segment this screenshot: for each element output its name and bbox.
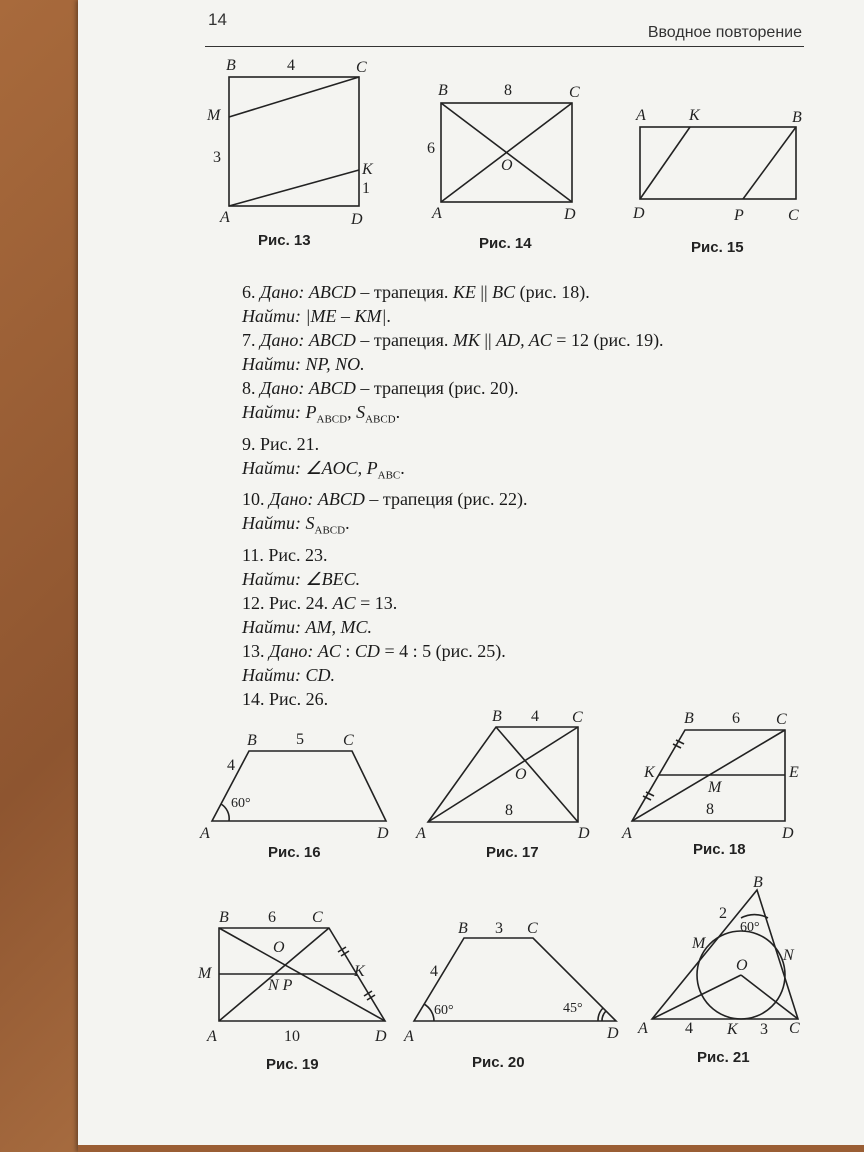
f15-label-k: K bbox=[689, 107, 700, 124]
f17-label-b: B bbox=[492, 708, 502, 725]
f19-label-b: B bbox=[219, 909, 229, 926]
caption-fig-20: Рис. 20 bbox=[472, 1054, 525, 1071]
f21-label-m: M bbox=[692, 935, 706, 952]
caption-fig-15: Рис. 15 bbox=[691, 239, 744, 256]
f14-label-o: O bbox=[501, 157, 513, 174]
caption-fig-21: Рис. 21 bbox=[697, 1049, 750, 1066]
f16-label-a: A bbox=[200, 825, 210, 842]
f15-label-d: D bbox=[633, 205, 645, 222]
task-7-given: 7. Дано: ABCD – трапеция. MK || AD, AC = 12 (рис. 19). bbox=[242, 330, 664, 350]
f16-bc: 5 bbox=[296, 731, 304, 748]
f19-label-k: K bbox=[354, 963, 365, 980]
f14-label-d: D bbox=[564, 206, 576, 223]
f15-label-b: B bbox=[792, 109, 802, 126]
f15-label-a: A bbox=[636, 107, 646, 124]
f19-label-a: A bbox=[207, 1028, 217, 1045]
task-9-find: Найти: ∠AOC, $P_{ABC}$. bbox=[242, 457, 405, 482]
task-6-given: 6. Дано: ABCD – трапеция. KE || BC (рис. 18). bbox=[242, 282, 590, 302]
task-10-find: Найти: $S_{ABCD}$. bbox=[242, 513, 350, 537]
caption-fig-13: Рис. 13 bbox=[258, 232, 311, 249]
f20-angle-a: 60° bbox=[434, 1003, 454, 1018]
f21-label-k: K bbox=[727, 1021, 738, 1038]
task-10-given: 10. Дано: ABCD – трапеция (рис. 22). bbox=[242, 489, 528, 510]
f13-kd: 1 bbox=[362, 180, 370, 197]
f20-bc: 3 bbox=[495, 920, 503, 937]
f17-label-o: O bbox=[515, 766, 527, 783]
caption-fig-16: Рис. 16 bbox=[268, 844, 321, 861]
task-14: 14. Рис. 26. bbox=[242, 688, 329, 709]
f17-label-a: A bbox=[416, 825, 426, 842]
f18-label-c: C bbox=[776, 711, 787, 728]
task-12-find: Найти: AM, MC. bbox=[242, 616, 372, 637]
f13-am: 3 bbox=[213, 149, 221, 166]
f17-label-c: C bbox=[572, 709, 583, 726]
f20-label-a: A bbox=[404, 1028, 414, 1045]
f13-label-m: M bbox=[207, 107, 221, 124]
task-11: 11. Рис. 23. bbox=[242, 544, 328, 565]
task-9: 9. Рис. 21. bbox=[242, 433, 320, 454]
task-8-find: Найти: $P_{ABCD}$, $S_{ABCD}$. bbox=[242, 402, 401, 426]
f21-kc: 3 bbox=[760, 1021, 768, 1038]
f18-label-m: M bbox=[708, 779, 722, 796]
section-title: Вводное повторение bbox=[647, 24, 802, 41]
f21-bm: 2 bbox=[719, 905, 727, 922]
f14-ab: 6 bbox=[427, 140, 435, 157]
task-8-given: 8. Дано: ABCD – трапеция (рис. 20). bbox=[242, 378, 519, 398]
page-number: 14 bbox=[208, 10, 227, 29]
f16-label-d: D bbox=[377, 825, 389, 842]
f19-label-o: O bbox=[273, 939, 285, 956]
f18-label-e: E bbox=[789, 764, 799, 781]
f21-ak: 4 bbox=[685, 1020, 693, 1037]
f16-ab: 4 bbox=[227, 757, 235, 774]
f21-label-a: A bbox=[638, 1020, 648, 1037]
f18-label-k: K bbox=[644, 764, 655, 781]
f16-angle: 60° bbox=[231, 796, 251, 811]
f19-label-np: N P bbox=[268, 977, 293, 994]
f21-label-o: O bbox=[736, 957, 748, 974]
f21-label-b: B bbox=[753, 874, 763, 891]
task-13-find: Найти: CD. bbox=[242, 664, 336, 685]
f18-label-b: B bbox=[684, 710, 694, 727]
f21-label-n: N bbox=[783, 947, 794, 964]
f14-label-c: C bbox=[569, 84, 580, 101]
f20-angle-d: 45° bbox=[563, 1001, 583, 1016]
f21-angle-b: 60° bbox=[740, 920, 760, 935]
f17-label-d: D bbox=[578, 825, 590, 842]
task-7-find: Найти: NP, NO. bbox=[242, 354, 365, 374]
f15-label-c: C bbox=[788, 207, 799, 224]
f19-label-c: C bbox=[312, 909, 323, 926]
caption-fig-18: Рис. 18 bbox=[693, 841, 746, 858]
f19-label-d: D bbox=[375, 1028, 387, 1045]
f15-label-p: P bbox=[734, 207, 744, 224]
task-11-find: Найти: ∠BEC. bbox=[242, 568, 361, 589]
f18-ad: 8 bbox=[706, 801, 714, 818]
f14-bc: 8 bbox=[504, 82, 512, 99]
f21-label-c: C bbox=[789, 1020, 800, 1037]
f13-label-a: A bbox=[220, 209, 230, 226]
f16-label-b: B bbox=[247, 732, 257, 749]
task-13-given: 13. Дано: AC : CD = 4 : 5 (рис. 25). bbox=[242, 640, 506, 661]
f17-ad: 8 bbox=[505, 802, 513, 819]
caption-fig-14: Рис. 14 bbox=[479, 235, 532, 252]
f13-label-k: K bbox=[362, 161, 373, 178]
f14-label-b: B bbox=[438, 82, 448, 99]
task-6-find: Найти: |ME – KM|. bbox=[242, 306, 391, 326]
caption-fig-17: Рис. 17 bbox=[486, 844, 539, 861]
f20-label-b: B bbox=[458, 920, 468, 937]
caption-fig-19: Рис. 19 bbox=[266, 1056, 319, 1073]
f19-ad: 10 bbox=[284, 1028, 300, 1045]
f13-label-d: D bbox=[351, 211, 363, 228]
f17-bc: 4 bbox=[531, 708, 539, 725]
f13-label-b: B bbox=[226, 57, 236, 74]
f13-label-c: C bbox=[356, 59, 367, 76]
f20-label-c: C bbox=[527, 920, 538, 937]
task-12: 12. Рис. 24. AC = 13. bbox=[242, 592, 398, 613]
f19-label-m: M bbox=[198, 965, 212, 982]
f19-bc: 6 bbox=[268, 909, 276, 926]
f18-bc: 6 bbox=[732, 710, 740, 727]
f16-label-c: C bbox=[343, 732, 354, 749]
f20-ab: 4 bbox=[430, 963, 438, 980]
f18-label-d: D bbox=[782, 825, 794, 842]
f18-label-a: A bbox=[622, 825, 632, 842]
f13-bc: 4 bbox=[287, 57, 295, 74]
f14-label-a: A bbox=[432, 205, 442, 222]
f20-label-d: D bbox=[607, 1025, 619, 1042]
